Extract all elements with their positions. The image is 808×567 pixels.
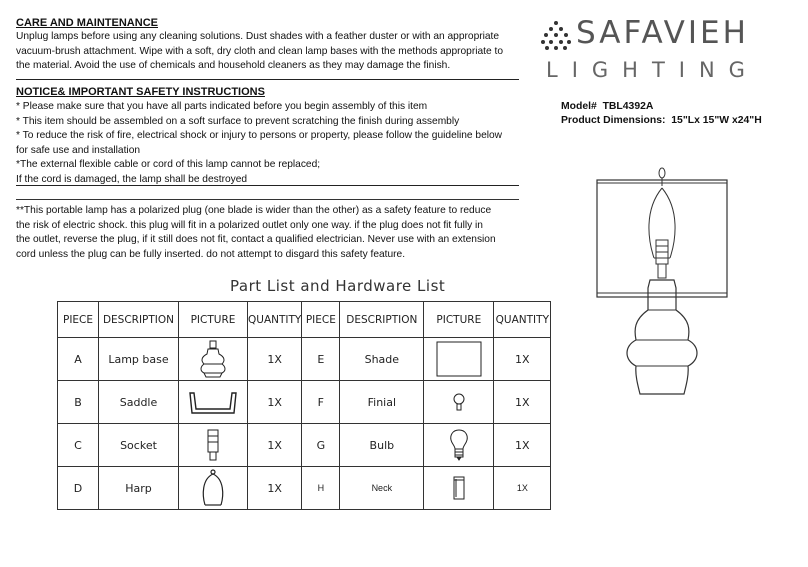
description-cell: Shade bbox=[340, 338, 424, 381]
care-line: Unplug lamps before using any cleaning solutions. Dust shades with a feather duster or with an appropriate bbox=[16, 31, 500, 42]
description-cell: Neck bbox=[340, 467, 424, 510]
piece-cell: F bbox=[302, 381, 340, 424]
lamp-drawing bbox=[592, 160, 732, 415]
piece-cell: H bbox=[302, 467, 340, 510]
safety-line: * To reduce the risk of fire, electrical shock or injury to persons or property, please follow the guideline below bbox=[16, 130, 503, 141]
dimensions-value: 15"Lx 15"W x24"H bbox=[671, 115, 762, 126]
picture-cell bbox=[179, 381, 248, 424]
table-header-row bbox=[58, 302, 551, 338]
safety-text bbox=[16, 100, 502, 187]
plug-line: cord unless the plug can be fully inserted. do not attempt to disgard this safety feature. bbox=[16, 248, 406, 260]
parts-list-title: Part List and Hardware List bbox=[230, 277, 446, 295]
piece-cell: D bbox=[58, 467, 99, 510]
piece-cell: A bbox=[58, 338, 99, 381]
neck-icon bbox=[452, 475, 466, 501]
piece-cell: G bbox=[302, 424, 340, 467]
table-row bbox=[58, 381, 551, 424]
quantity-cell: 1X bbox=[248, 424, 302, 467]
header-cell: PIECE bbox=[302, 302, 340, 338]
header-cell: QUANTITY bbox=[248, 302, 302, 338]
plug-line: **This portable lamp has a polarized plug (one blade is wider than the other) as a safety feature to reduce bbox=[16, 205, 492, 216]
chandelier-logo-icon bbox=[541, 20, 571, 52]
description-cell: Saddle bbox=[99, 381, 179, 424]
quantity-cell: 1X bbox=[248, 338, 302, 381]
table-row bbox=[58, 424, 551, 467]
divider bbox=[16, 185, 519, 186]
divider bbox=[16, 79, 519, 80]
piece-cell: C bbox=[58, 424, 99, 467]
quantity-cell: 1X bbox=[248, 467, 302, 510]
header-cell: PICTURE bbox=[424, 302, 494, 338]
finial-icon bbox=[452, 392, 466, 412]
picture-cell bbox=[179, 338, 248, 381]
safety-heading: NOTICE& IMPORTANT SAFETY INSTRUCTIONS bbox=[16, 86, 265, 98]
brand-name: SAFAVIEH bbox=[576, 15, 749, 51]
saddle-icon bbox=[188, 389, 238, 415]
safety-line: *The external flexible cable or cord of this lamp cannot be replaced; bbox=[16, 159, 321, 170]
description-cell: Lamp base bbox=[99, 338, 179, 381]
header-cell: DESCRIPTION bbox=[340, 302, 424, 338]
plug-notice bbox=[16, 204, 496, 262]
quantity-cell: 1X bbox=[494, 467, 551, 510]
header-cell: QUANTITY bbox=[494, 302, 551, 338]
picture-cell bbox=[424, 424, 494, 467]
quantity-cell: 1X bbox=[494, 424, 551, 467]
description-cell: Bulb bbox=[340, 424, 424, 467]
model-info bbox=[561, 100, 762, 128]
brand-sub: LIGHTING bbox=[546, 58, 759, 82]
quantity-cell: 1X bbox=[494, 338, 551, 381]
table-row bbox=[58, 467, 551, 510]
lamp-base-icon bbox=[198, 340, 228, 378]
model-number: TBL4392A bbox=[602, 101, 654, 112]
header-cell: PICTURE bbox=[179, 302, 248, 338]
safety-line: If the cord is damaged, the lamp shall be destroyed bbox=[16, 173, 248, 185]
piece-cell: B bbox=[58, 381, 99, 424]
shade-icon bbox=[436, 341, 482, 377]
quantity-cell: 1X bbox=[494, 381, 551, 424]
safety-line: for safe use and installation bbox=[16, 144, 141, 156]
plug-line: the risk of electric shock. this plug will fit in a polarized outlet only one way. if the plug does not fit fully in bbox=[16, 219, 483, 231]
care-text bbox=[16, 30, 503, 74]
picture-cell bbox=[179, 467, 248, 510]
care-heading: CARE AND MAINTENANCE bbox=[16, 17, 158, 29]
picture-cell bbox=[424, 467, 494, 510]
description-cell: Finial bbox=[340, 381, 424, 424]
bulb-icon bbox=[449, 429, 469, 461]
picture-cell bbox=[179, 424, 248, 467]
plug-line: the outlet, reverse the plug, if it still does not fit, contact a qualified electrician. Never use with an extension bbox=[16, 234, 496, 245]
piece-cell: E bbox=[302, 338, 340, 381]
divider bbox=[16, 199, 519, 200]
description-cell: Socket bbox=[99, 424, 179, 467]
dimensions-label: Product Dimensions: bbox=[561, 115, 666, 126]
header-cell: PIECE bbox=[58, 302, 99, 338]
parts-table bbox=[57, 301, 551, 510]
header-cell: DESCRIPTION bbox=[99, 302, 179, 338]
description-cell: Harp bbox=[99, 467, 179, 510]
safety-line: * This item should be assembled on a soft surface to prevent scratching the finish during assembly bbox=[16, 115, 460, 127]
care-line: the material. Avoid the use of chemicals and household cleaners as they may damage the finish. bbox=[16, 60, 451, 71]
table-row bbox=[58, 338, 551, 381]
harp-icon bbox=[200, 469, 226, 507]
picture-cell bbox=[424, 338, 494, 381]
safety-line: * Please make sure that you have all parts indicated before you begin assembly of this item bbox=[16, 101, 428, 112]
quantity-cell: 1X bbox=[248, 381, 302, 424]
socket-icon bbox=[206, 428, 220, 462]
model-label: Model# bbox=[561, 101, 597, 112]
picture-cell bbox=[424, 381, 494, 424]
care-line: vacuum-brush attachment. Wipe with a soft, dry cloth and clean lamp bases with the methods appropriate to bbox=[16, 45, 503, 57]
